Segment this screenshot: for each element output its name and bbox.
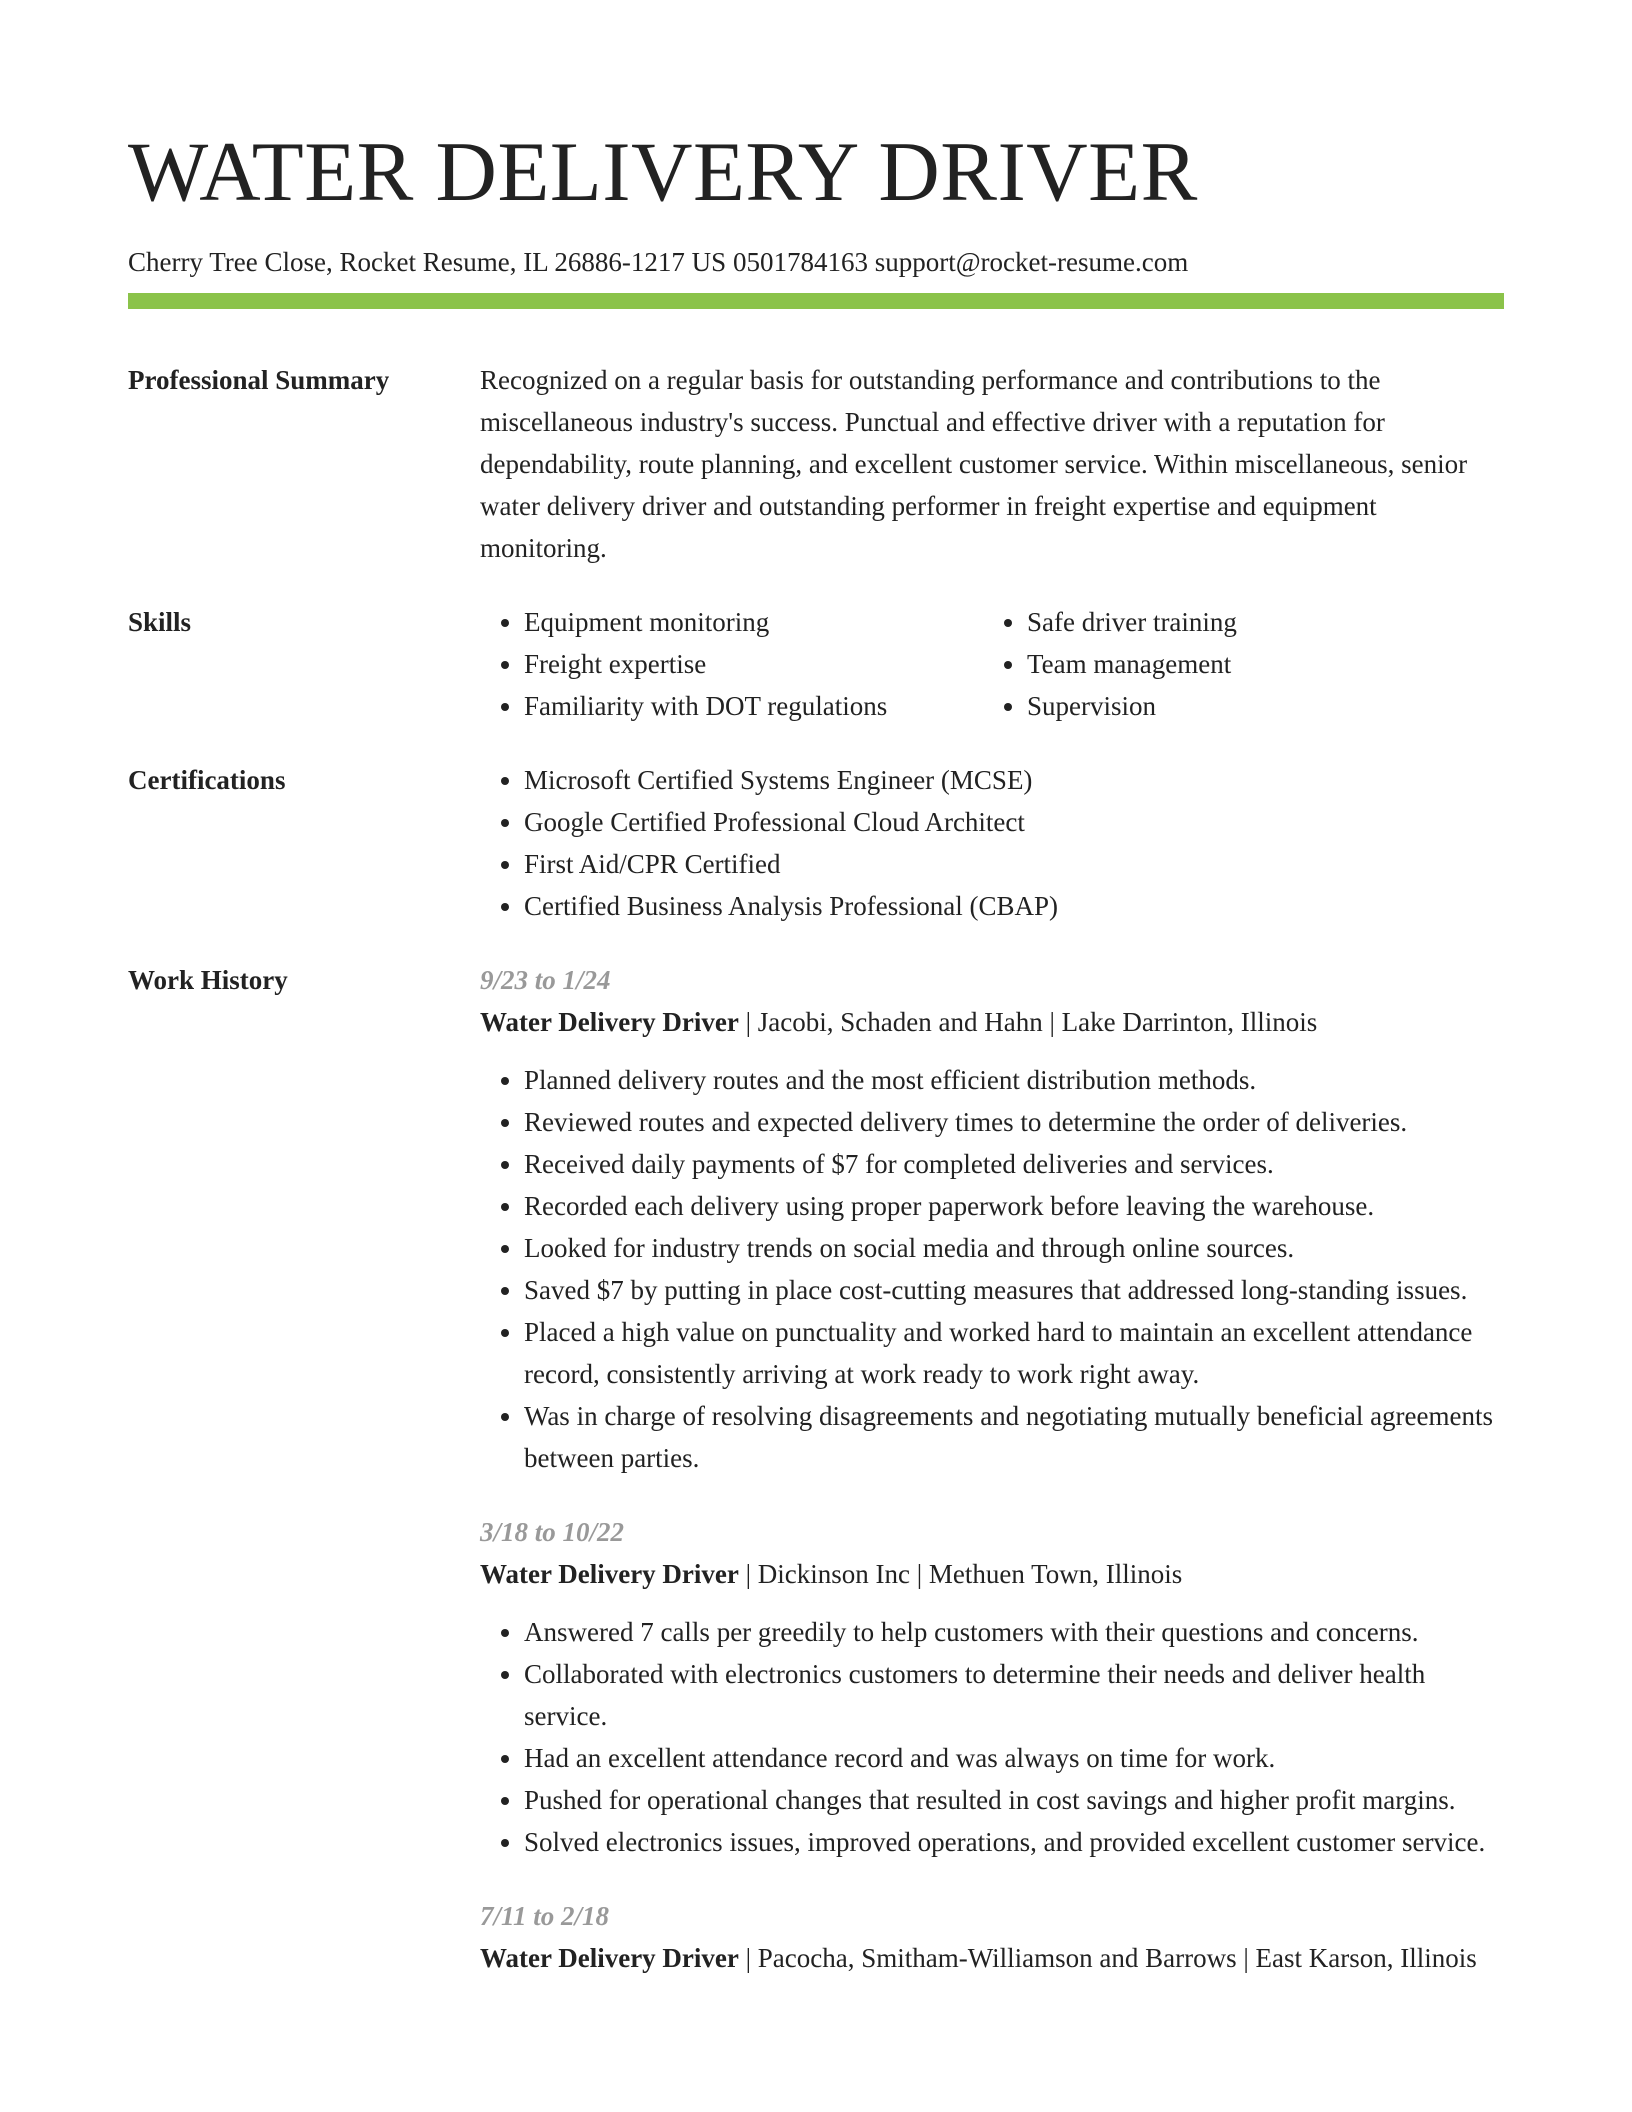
skills-body xyxy=(480,601,1507,727)
job-title: Water Delivery Driver xyxy=(480,1943,739,1973)
job-bullet: • Received daily payments of $7 for completed deliveries and services. xyxy=(524,1143,1504,1185)
job-dates: 9/23 to 1/24 xyxy=(480,965,611,995)
job-dates: 3/18 to 10/22 xyxy=(480,1517,625,1547)
skill-item: • Freight expertise xyxy=(524,643,983,685)
skill-item: • Safe driver training xyxy=(1027,601,1507,643)
job-entry xyxy=(480,1895,1504,1979)
job-title: Water Delivery Driver xyxy=(480,1007,739,1037)
resume-title: WATER DELIVERY DRIVER xyxy=(128,125,1198,219)
job-bullet: • Solved electronics issues, improved operations, and provided excellent customer service. xyxy=(524,1821,1504,1863)
job-employer-location: | Jacobi, Schaden and Hahn | Lake Darrinton, Illinois xyxy=(738,1007,1318,1037)
job-bullet: • Looked for industry trends on social media and through online sources. xyxy=(524,1227,1504,1269)
resume-page xyxy=(128,0,1504,2011)
certification-item: • First Aid/CPR Certified xyxy=(524,843,1504,885)
job-bullet: • Pushed for operational changes that resulted in cost savings and higher profit margins. xyxy=(524,1779,1504,1821)
job-bullet: • Planned delivery routes and the most efficient distribution methods. xyxy=(524,1059,1504,1101)
work-history-section xyxy=(128,959,1504,2011)
certifications-section xyxy=(128,759,1504,927)
job-heading xyxy=(480,1937,1504,1979)
skills-list-right xyxy=(983,601,1507,727)
work-history-body xyxy=(480,959,1504,2011)
job-bullet-list xyxy=(480,1611,1504,1863)
summary-text: Recognized on a regular basis for outstanding performance and contributions to the miscellaneous industry's success. Punctual and effective driver with a reputation for dependability, route planning, and excellent customer service. Within miscellaneous, senior water delivery driver and outstanding performer in freight expertise and equipment monitoring. xyxy=(480,365,1468,563)
skills-section xyxy=(128,601,1504,727)
skill-item: • Equipment monitoring xyxy=(524,601,983,643)
job-entry xyxy=(480,959,1504,1479)
job-bullet: • Recorded each delivery using proper paperwork before leaving the warehouse. xyxy=(524,1185,1504,1227)
certification-item: • Certified Business Analysis Professional (CBAP) xyxy=(524,885,1504,927)
section-heading-summary: Professional Summary xyxy=(128,365,390,395)
job-title: Water Delivery Driver xyxy=(480,1559,739,1589)
certification-item: • Microsoft Certified Systems Engineer (MCSE) xyxy=(524,759,1504,801)
section-heading-work-history: Work History xyxy=(128,965,288,995)
job-heading xyxy=(480,1553,1504,1595)
certifications-body xyxy=(480,759,1504,927)
summary-body xyxy=(480,359,1504,569)
job-bullet: • Placed a high value on punctuality and worked hard to maintain an excellent attendance record, consistently arriving at work ready to work right away. xyxy=(524,1311,1504,1395)
job-dates: 7/11 to 2/18 xyxy=(480,1901,610,1931)
certifications-list xyxy=(480,759,1504,927)
job-bullet: • Was in charge of resolving disagreements and negotiating mutually beneficial agreements between parties. xyxy=(524,1395,1504,1479)
skill-item: • Team management xyxy=(1027,643,1507,685)
certification-item: • Google Certified Professional Cloud Architect xyxy=(524,801,1504,843)
section-heading-certifications: Certifications xyxy=(128,765,286,795)
skill-item: • Familiarity with DOT regulations xyxy=(524,685,983,727)
contact-line: Cherry Tree Close, Rocket Resume, IL 26886-1217 US 0501784163 support@rocket-resume.com xyxy=(128,247,1189,277)
job-bullet-list xyxy=(480,1059,1504,1479)
job-employer-location: | Pacocha, Smitham-Williamson and Barrows | East Karson, Illinois xyxy=(738,1943,1477,1973)
skill-item: • Supervision xyxy=(1027,685,1507,727)
job-bullet: • Collaborated with electronics customers to determine their needs and deliver health service. xyxy=(524,1653,1504,1737)
accent-divider xyxy=(128,293,1504,309)
job-bullet: • Saved $7 by putting in place cost-cutting measures that addressed long-standing issues. xyxy=(524,1269,1504,1311)
job-bullet: • Answered 7 calls per greedily to help customers with their questions and concerns. xyxy=(524,1611,1504,1653)
job-bullet: • Reviewed routes and expected delivery times to determine the order of deliveries. xyxy=(524,1101,1504,1143)
job-employer-location: | Dickinson Inc | Methuen Town, Illinois xyxy=(738,1559,1183,1589)
job-heading xyxy=(480,1001,1504,1043)
job-entry xyxy=(480,1511,1504,1863)
job-bullet: • Had an excellent attendance record and was always on time for work. xyxy=(524,1737,1504,1779)
section-heading-skills: Skills xyxy=(128,607,192,637)
skills-list-left xyxy=(480,601,983,727)
summary-section xyxy=(128,359,1504,569)
